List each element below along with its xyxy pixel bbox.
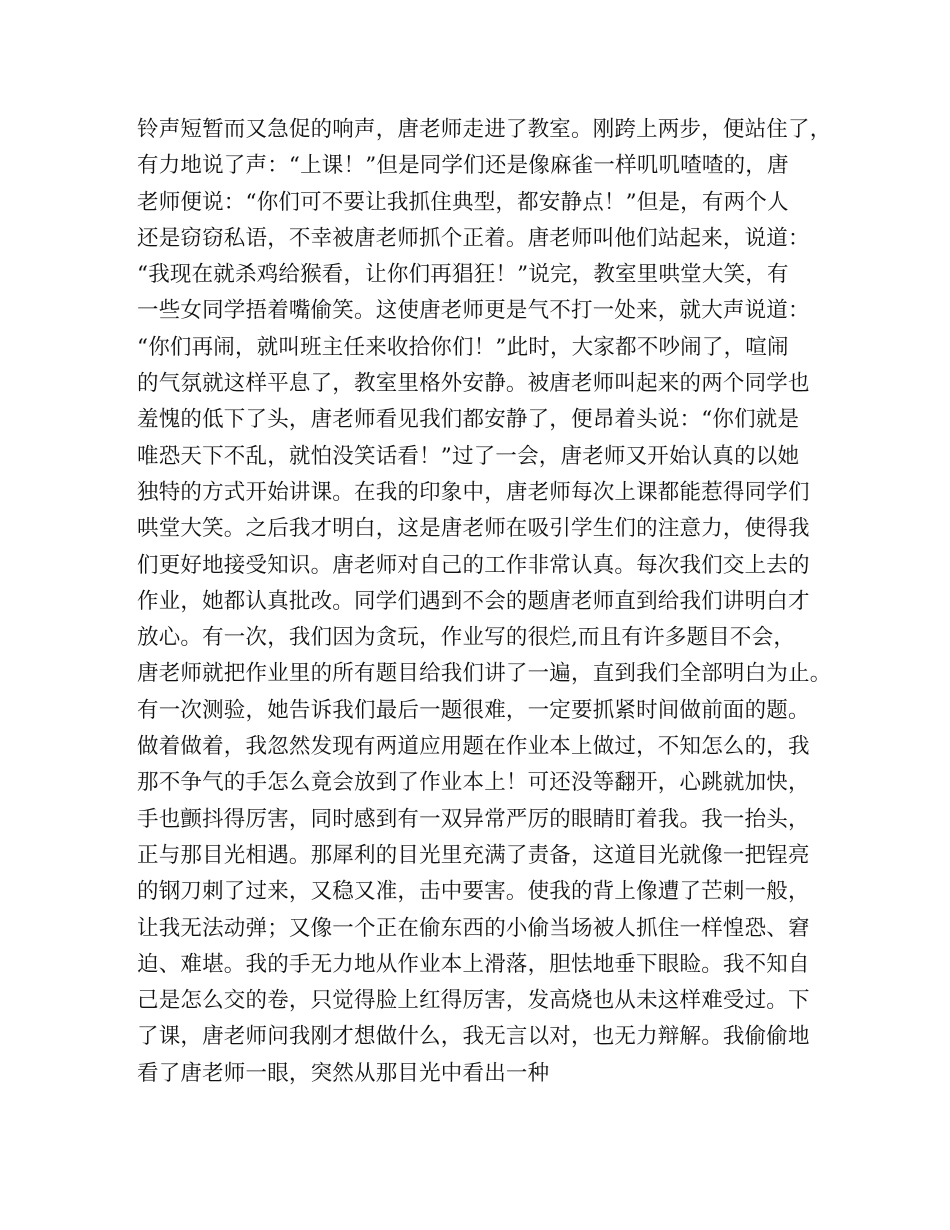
text-line: 手也颤抖得厉害，同时感到有一双异常严厉的眼睛盯着我。我一抬头， [137,806,810,832]
text-line: 唐老师就把作业里的所有题目给我们讲了一遍，直到我们全部明白为止。 [137,661,832,687]
text-line: 的气氛就这样平息了，教室里格外安静。被唐老师叫起来的两个同学也 [137,371,810,397]
text-line: “你们再闹，就叫班主任来收拾你们！”此时，大家都不吵闹了，喧闹 [137,334,789,360]
body-text [137,112,837,1092]
text-line: 有力地说了声：“上课！”但是同学们还是像麻雀一样叽叽喳喳的，唐 [137,153,789,179]
text-line: 一些女同学捂着嘴偷笑。这使唐老师更是气不打一处来，就大声说道： [137,298,810,324]
text-line: 哄堂大笑。之后我才明白，这是唐老师在吸引学生们的注意力，使得我 [137,516,810,542]
text-line: 迫、难堪。我的手无力地从作业本上滑落，胆怯地垂下眼睑。我不知自 [137,951,810,977]
text-line: 独特的方式开始讲课。在我的印象中，唐老师每次上课都能惹得同学们 [137,479,810,505]
text-line: 老师便说：“你们可不要让我抓住典型，都安静点！”但是，有两个人 [137,189,789,215]
text-line: 们更好地接受知识。唐老师对自己的工作非常认真。每次我们交上去的 [137,552,810,578]
text-line: 有一次测验，她告诉我们最后一题很难，一定要抓紧时间做前面的题。 [137,697,810,723]
text-line: 那不争气的手怎么竟会放到了作业本上！可还没等翻开，心跳就加快， [137,770,810,796]
text-line: 看了唐老师一眼，突然从那目光中看出一种 [137,1060,550,1086]
text-line: 的钢刀刺了过来，又稳又准，击中要害。使我的背上像遭了芒刺一般， [137,879,810,905]
text-line: 正与那目光相遇。那犀利的目光里充满了责备，这道目光就像一把锃亮 [137,842,810,868]
text-line: 羞愧的低下了头，唐老师看见我们都安静了，便昂着头说：“你们就是 [137,407,800,433]
text-line: 了课，唐老师问我刚才想做什么，我无言以对，也无力辩解。我偷偷地 [137,1024,810,1050]
text-line: 做着做着，我忽然发现有两道应用题在作业本上做过，不知怎么的，我 [137,734,810,760]
text-line: 让我无法动弹；又像一个正在偷东西的小偷当场被人抓住一样惶恐、窘 [137,915,810,941]
text-line: “我现在就杀鸡给猴看，让你们再猖狂！”说完，教室里哄堂大笑，有 [137,262,789,288]
text-line: 铃声短暂而又急促的响声，唐老师走进了教室。刚跨上两步，便站住了， [137,117,832,142]
text-line: 放心。有一次，我们因为贪玩，作业写的很烂,而且有许多题目不会， [137,625,796,651]
text-line: 唯恐天下不乱，就怕没笑话看！”过了一会，唐老师又开始认真的以她 [137,443,800,469]
text-line: 己是怎么交的卷，只觉得脸上红得厉害，发高烧也从未这样难受过。下 [137,988,810,1014]
text-line: 还是窃窃私语，不幸被唐老师抓个正着。唐老师叫他们站起来，说道： [137,225,810,251]
text-line: 作业，她都认真批改。同学们遇到不会的题唐老师直到给我们讲明白才 [137,588,810,614]
